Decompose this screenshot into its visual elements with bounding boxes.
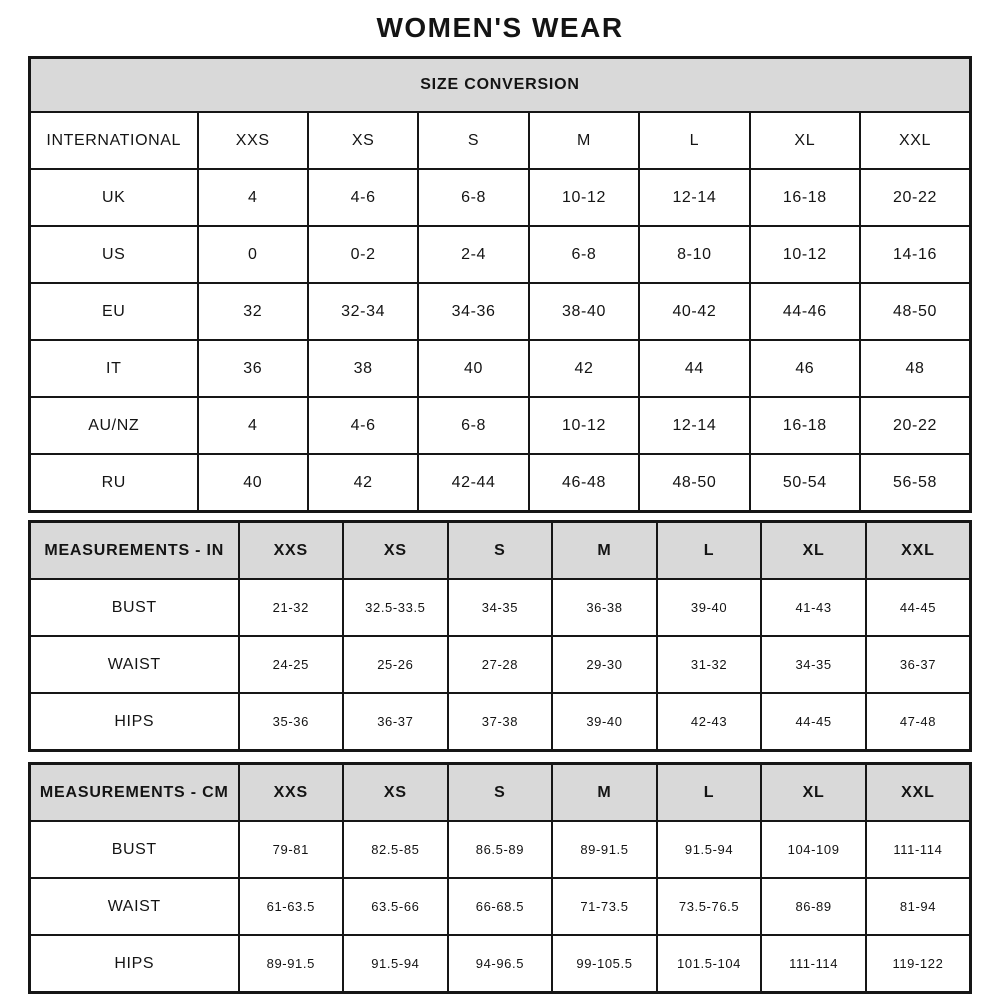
row-label-bust: BUST (30, 579, 239, 636)
size-guide-page (28, 0, 972, 994)
measurement-cell: 86.5-89 (448, 821, 553, 878)
measurement-cell: 34-35 (761, 636, 866, 693)
measurements-in-header: MEASUREMENTS - IN (30, 522, 239, 580)
measurement-cell: 119-122 (866, 935, 971, 993)
size-cell: 10-12 (529, 169, 639, 226)
table-row (30, 821, 971, 878)
measurement-cell: 89-91.5 (239, 935, 344, 993)
size-cell: 56-58 (860, 454, 970, 512)
measurement-cell: 31-32 (657, 636, 762, 693)
size-column-header: S (448, 522, 553, 580)
size-cell: 16-18 (750, 169, 860, 226)
size-cell: 4 (198, 169, 308, 226)
size-cell: 40-42 (639, 283, 749, 340)
size-cell: 10-12 (750, 226, 860, 283)
row-label-waist: WAIST (30, 878, 239, 935)
size-cell: 8-10 (639, 226, 749, 283)
size-cell: 6-8 (418, 169, 528, 226)
table-row (30, 340, 971, 397)
measurement-cell: 37-38 (448, 693, 553, 751)
measurement-cell: 111-114 (866, 821, 971, 878)
column-header-row (30, 112, 971, 169)
measurements-cm-table (28, 762, 972, 994)
table-row (30, 169, 971, 226)
page-title: WOMEN'S WEAR (376, 12, 624, 43)
size-column-header: XXS (239, 522, 344, 580)
size-cell: 4-6 (308, 397, 418, 454)
size-column-header: XL (750, 112, 860, 169)
table-row (30, 454, 971, 512)
size-cell: 6-8 (529, 226, 639, 283)
measurement-cell: 86-89 (761, 878, 866, 935)
row-label-waist: WAIST (30, 636, 239, 693)
size-cell: 44-46 (750, 283, 860, 340)
size-cell: 46 (750, 340, 860, 397)
table-row (30, 636, 971, 693)
size-column-header: XXS (198, 112, 308, 169)
measurement-cell: 44-45 (761, 693, 866, 751)
measurement-cell: 89-91.5 (552, 821, 657, 878)
measurement-cell: 66-68.5 (448, 878, 553, 935)
table-row (30, 878, 971, 935)
row-label-it: IT (30, 340, 198, 397)
measurement-cell: 47-48 (866, 693, 971, 751)
measurement-cell: 24-25 (239, 636, 344, 693)
measurement-cell: 39-40 (657, 579, 762, 636)
measurement-cell: 94-96.5 (448, 935, 553, 993)
size-column-header: XS (308, 112, 418, 169)
row-label-ru: RU (30, 454, 198, 512)
measurement-cell: 42-43 (657, 693, 762, 751)
measurement-cell: 79-81 (239, 821, 344, 878)
size-column-header: XXL (860, 112, 970, 169)
size-column-header: XL (761, 522, 866, 580)
size-cell: 12-14 (639, 169, 749, 226)
size-column-header: XXL (866, 522, 971, 580)
measurement-cell: 81-94 (866, 878, 971, 935)
size-cell: 42-44 (418, 454, 528, 512)
size-cell: 4-6 (308, 169, 418, 226)
size-cell: 0-2 (308, 226, 418, 283)
measurement-cell: 41-43 (761, 579, 866, 636)
size-column-header: XL (761, 764, 866, 822)
measurement-cell: 61-63.5 (239, 878, 344, 935)
size-column-header: S (448, 764, 553, 822)
size-cell: 48-50 (860, 283, 970, 340)
row-label-uk: UK (30, 169, 198, 226)
table-row (30, 283, 971, 340)
size-cell: 16-18 (750, 397, 860, 454)
row-label-hips: HIPS (30, 935, 239, 993)
size-column-header: L (639, 112, 749, 169)
measurement-cell: 32.5-33.5 (343, 579, 448, 636)
measurement-cell: 91.5-94 (343, 935, 448, 993)
measurement-cell: 36-37 (866, 636, 971, 693)
measurement-cell: 91.5-94 (657, 821, 762, 878)
measurement-cell: 101.5-104 (657, 935, 762, 993)
size-cell: 50-54 (750, 454, 860, 512)
measurement-cell: 63.5-66 (343, 878, 448, 935)
size-conversion-table (28, 56, 972, 513)
measurement-cell: 104-109 (761, 821, 866, 878)
size-cell: 48-50 (639, 454, 749, 512)
size-cell: 40 (418, 340, 528, 397)
row-label-eu: EU (30, 283, 198, 340)
size-cell: 6-8 (418, 397, 528, 454)
measurement-cell: 44-45 (866, 579, 971, 636)
size-column-header: M (552, 764, 657, 822)
size-cell: 48 (860, 340, 970, 397)
size-cell: 42 (529, 340, 639, 397)
column-header-international: INTERNATIONAL (30, 112, 198, 169)
size-cell: 36 (198, 340, 308, 397)
size-cell: 2-4 (418, 226, 528, 283)
measurement-cell: 36-38 (552, 579, 657, 636)
size-column-header: L (657, 764, 762, 822)
measurements-in-table (28, 520, 972, 752)
size-cell: 20-22 (860, 169, 970, 226)
row-label-aunz: AU/NZ (30, 397, 198, 454)
measurement-cell: 99-105.5 (552, 935, 657, 993)
size-cell: 20-22 (860, 397, 970, 454)
size-cell: 12-14 (639, 397, 749, 454)
size-column-header: M (552, 522, 657, 580)
measurement-cell: 71-73.5 (552, 878, 657, 935)
measurement-cell: 39-40 (552, 693, 657, 751)
size-cell: 46-48 (529, 454, 639, 512)
table-row (30, 397, 971, 454)
size-conversion-header: SIZE CONVERSION (30, 58, 971, 113)
size-cell: 0 (198, 226, 308, 283)
size-cell: 34-36 (418, 283, 528, 340)
measurement-cell: 73.5-76.5 (657, 878, 762, 935)
size-cell: 38 (308, 340, 418, 397)
table-row (30, 579, 971, 636)
size-column-header: XS (343, 764, 448, 822)
table-row (30, 226, 971, 283)
measurement-cell: 25-26 (343, 636, 448, 693)
size-cell: 38-40 (529, 283, 639, 340)
table-row (30, 935, 971, 993)
row-label-bust: BUST (30, 821, 239, 878)
size-cell: 10-12 (529, 397, 639, 454)
size-column-header: XXL (866, 764, 971, 822)
size-column-header: L (657, 522, 762, 580)
row-label-hips: HIPS (30, 693, 239, 751)
size-column-header: M (529, 112, 639, 169)
measurement-cell: 111-114 (761, 935, 866, 993)
measurement-cell: 82.5-85 (343, 821, 448, 878)
column-header-row (30, 764, 971, 822)
measurement-cell: 35-36 (239, 693, 344, 751)
size-cell: 32 (198, 283, 308, 340)
size-cell: 4 (198, 397, 308, 454)
size-column-header: XS (343, 522, 448, 580)
size-column-header: XXS (239, 764, 344, 822)
measurement-cell: 29-30 (552, 636, 657, 693)
measurement-cell: 21-32 (239, 579, 344, 636)
size-cell: 14-16 (860, 226, 970, 283)
size-cell: 44 (639, 340, 749, 397)
size-cell: 42 (308, 454, 418, 512)
measurement-cell: 36-37 (343, 693, 448, 751)
row-label-us: US (30, 226, 198, 283)
measurement-cell: 34-35 (448, 579, 553, 636)
size-column-header: S (418, 112, 528, 169)
table-banner-row (30, 58, 971, 113)
measurements-cm-header: MEASUREMENTS - CM (30, 764, 239, 822)
table-row (30, 693, 971, 751)
measurement-cell: 27-28 (448, 636, 553, 693)
size-cell: 32-34 (308, 283, 418, 340)
column-header-row (30, 522, 971, 580)
size-cell: 40 (198, 454, 308, 512)
